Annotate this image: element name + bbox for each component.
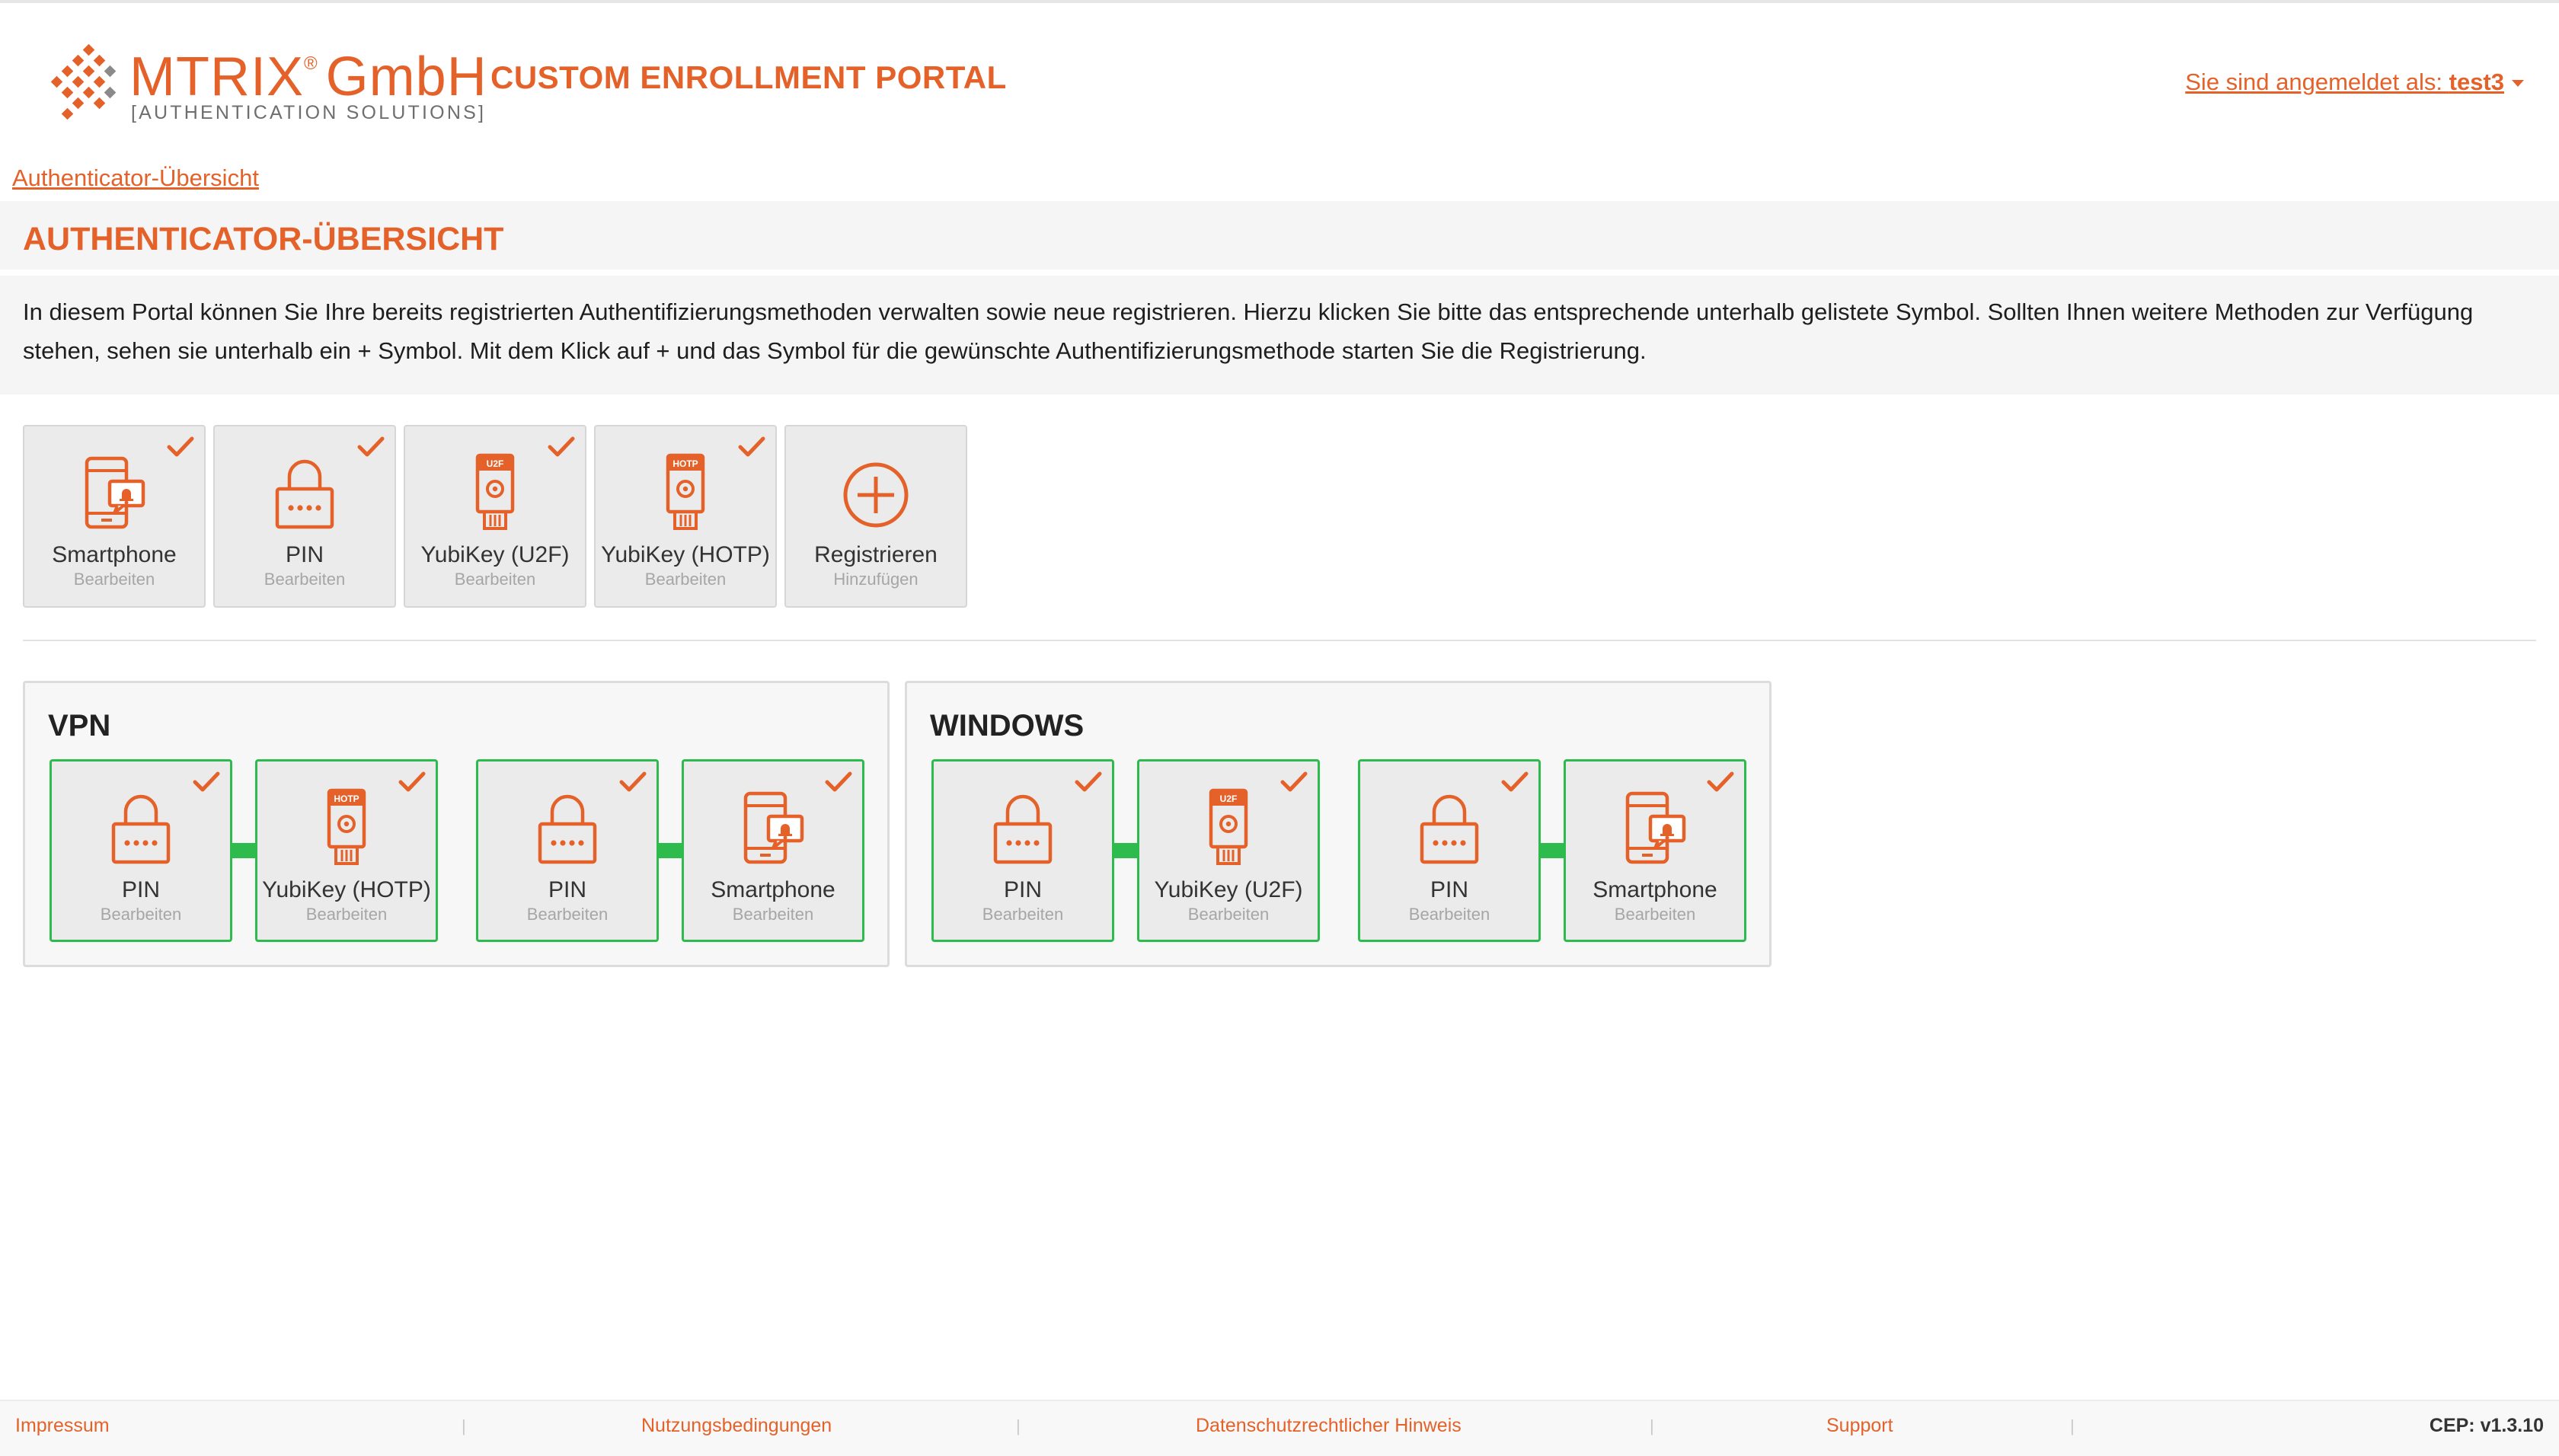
group-title: WINDOWS xyxy=(930,709,1085,742)
tile-action: Bearbeiten xyxy=(732,905,814,924)
tile-label: PIN xyxy=(121,877,160,902)
smartphone-icon xyxy=(1617,787,1693,867)
vpn-pin-2[interactable] xyxy=(476,759,659,942)
tile-action: Bearbeiten xyxy=(1408,905,1490,924)
tile-label: YubiKey (HOTP) xyxy=(601,542,770,567)
svg-text:U2F: U2F xyxy=(486,458,504,469)
yubikey-u2f-icon xyxy=(1190,787,1267,867)
breadcrumb[interactable]: Authenticator-Übersicht xyxy=(12,164,259,191)
footer-separator: | xyxy=(1016,1416,1021,1435)
smartphone-icon xyxy=(735,787,811,867)
footer-link-support[interactable]: Support xyxy=(1826,1415,1893,1436)
footer-separator: | xyxy=(462,1416,466,1435)
check-icon xyxy=(166,436,195,458)
tile-action: Bearbeiten xyxy=(1187,905,1270,924)
lock-icon xyxy=(103,787,179,867)
tile-action: Bearbeiten xyxy=(100,905,182,924)
page-heading xyxy=(0,201,2559,270)
tile-label: PIN xyxy=(285,542,324,567)
footer-link-privacy[interactable]: Datenschutzrechtlicher Hinweis xyxy=(1196,1415,1462,1436)
tile-action: Bearbeiten xyxy=(982,905,1064,924)
check-icon xyxy=(1706,771,1735,793)
svg-text:HOTP: HOTP xyxy=(672,458,698,469)
intro-text: In diesem Portal können Sie Ihre bereits registrierten Authentifizierungsmethoden verwalten sowie neue registrieren. Hierzu klicken Sie bitte das entsprechende unterhalb gelistete Symbol. Sollten Ihnen weitere Methoden zur Verfügung stehen, sehen sie unterhalb ein + Symbol. Mit dem Klick auf + und das Symbol für die gewünschte Authentifizierungsmethode starten Sie die Registrierung. xyxy=(0,276,2559,394)
tile-label: Smartphone xyxy=(711,877,835,902)
tile-action: Bearbeiten xyxy=(305,905,388,924)
authenticator-smartphone[interactable] xyxy=(23,425,206,608)
page-title: AUTHENTICATOR-ÜBERSICHT xyxy=(23,221,504,257)
username: test3 xyxy=(2449,69,2504,95)
version-label: CEP: v1.3.10 xyxy=(2429,1415,2544,1436)
smartphone-icon xyxy=(76,452,152,532)
group-title: VPN xyxy=(48,709,111,742)
tile-label: YubiKey (U2F) xyxy=(1154,877,1303,902)
tile-action: Bearbeiten xyxy=(644,570,727,589)
caret-down-icon xyxy=(2512,80,2524,87)
vpn-pin-1[interactable] xyxy=(50,759,232,942)
lock-icon xyxy=(1411,787,1487,867)
check-icon xyxy=(1074,771,1103,793)
windows-smartphone[interactable] xyxy=(1564,759,1746,942)
tile-action: Bearbeiten xyxy=(1614,905,1696,924)
svg-text:U2F: U2F xyxy=(1219,793,1238,804)
group-vpn xyxy=(23,681,890,967)
yubikey-hotp-icon xyxy=(308,787,385,867)
divider xyxy=(23,640,2536,641)
footer xyxy=(0,1400,2559,1456)
windows-yubikey-u2f[interactable] xyxy=(1137,759,1320,942)
tile-label: YubiKey (HOTP) xyxy=(262,877,431,902)
lock-icon xyxy=(267,452,343,532)
vpn-smartphone[interactable] xyxy=(682,759,864,942)
tile-action: Bearbeiten xyxy=(526,905,609,924)
footer-separator: | xyxy=(1650,1416,1654,1435)
header xyxy=(0,3,2559,152)
check-icon xyxy=(824,771,853,793)
check-icon xyxy=(1280,771,1308,793)
windows-pin-2[interactable] xyxy=(1358,759,1541,942)
vpn-yubikey-hotp[interactable] xyxy=(255,759,438,942)
windows-pin-1[interactable] xyxy=(931,759,1114,942)
connector xyxy=(231,843,257,858)
yubikey-hotp-icon xyxy=(647,452,724,532)
tile-action: Hinzufügen xyxy=(833,570,918,589)
tile-action: Bearbeiten xyxy=(73,570,155,589)
user-menu[interactable]: Sie sind angemeldet als: test3 xyxy=(2185,69,2524,96)
lock-icon xyxy=(985,787,1061,867)
footer-link-impressum[interactable]: Impressum xyxy=(15,1415,110,1436)
plus-circle-icon xyxy=(838,452,914,532)
check-icon xyxy=(737,436,766,458)
tile-label: PIN xyxy=(548,877,586,902)
lock-icon xyxy=(529,787,605,867)
company-logo[interactable] xyxy=(46,41,487,133)
authenticator-pin[interactable] xyxy=(213,425,396,608)
authenticator-yubikey-hotp[interactable] xyxy=(594,425,777,608)
footer-separator: | xyxy=(2070,1416,2075,1435)
check-icon xyxy=(547,436,576,458)
svg-text:HOTP: HOTP xyxy=(334,793,359,804)
tile-action: Bearbeiten xyxy=(264,570,346,589)
company-name: MTRIX® GmbH xyxy=(129,46,487,107)
tile-action: Bearbeiten xyxy=(454,570,536,589)
tile-label: PIN xyxy=(1430,877,1468,902)
tile-label: Smartphone xyxy=(1593,877,1717,902)
company-tagline: [AUTHENTICATION SOLUTIONS] xyxy=(131,102,487,123)
tile-label: Smartphone xyxy=(52,542,177,567)
authenticator-yubikey-u2f[interactable] xyxy=(404,425,586,608)
check-icon xyxy=(618,771,647,793)
group-windows xyxy=(905,681,1771,967)
connector xyxy=(1113,843,1139,858)
yubikey-u2f-icon xyxy=(457,452,533,532)
check-icon xyxy=(398,771,426,793)
tile-label: YubiKey (U2F) xyxy=(420,542,570,567)
tile-label: Registrieren xyxy=(814,542,938,567)
check-icon xyxy=(192,771,221,793)
check-icon xyxy=(356,436,385,458)
connector xyxy=(1539,843,1565,858)
portal-title: CUSTOM ENROLLMENT PORTAL xyxy=(490,59,1007,95)
tile-label: PIN xyxy=(1003,877,1042,902)
footer-link-terms[interactable]: Nutzungsbedingungen xyxy=(641,1415,832,1436)
register-authenticator-button[interactable] xyxy=(784,425,967,608)
connector xyxy=(657,843,683,858)
check-icon xyxy=(1500,771,1529,793)
logo-mark-icon xyxy=(46,41,129,125)
